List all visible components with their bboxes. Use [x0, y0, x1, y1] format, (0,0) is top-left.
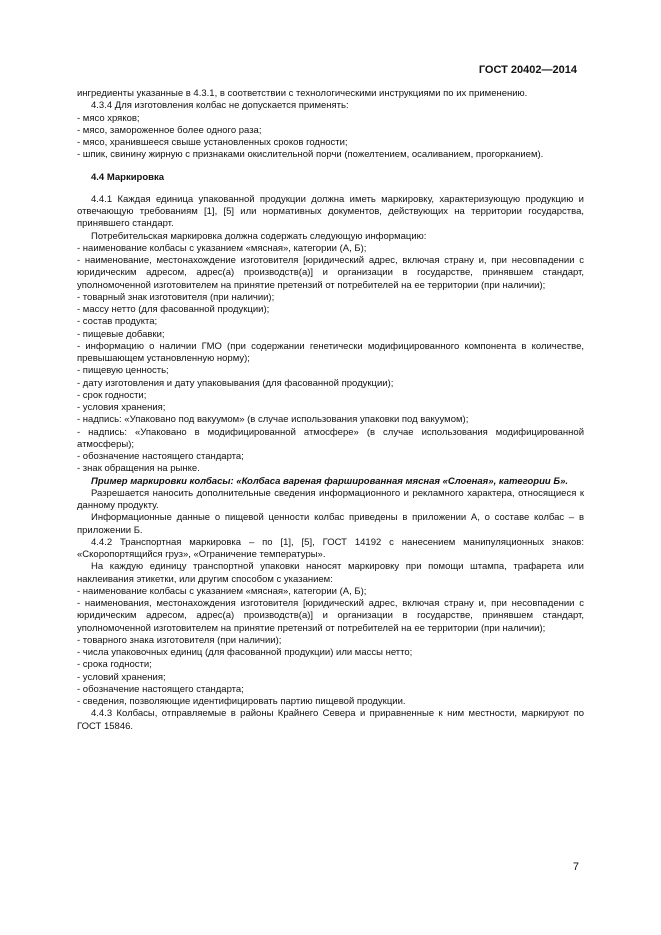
- list-item: - мясо, хранившееся свыше установленных сроков годности;: [77, 137, 348, 148]
- list-item: - мясо, замороженное более одного раза;: [77, 124, 262, 136]
- list-item: - числа упаковочных единиц (для фасованной продукции) или массы нетто;: [77, 647, 413, 658]
- list-item: - знак обращения на рынке.: [77, 463, 200, 475]
- list-item: - пищевую ценность;: [77, 365, 169, 377]
- list-item: - наименование колбасы с указанием «мясная», категории (А, Б);: [77, 242, 367, 254]
- document-header: ГОСТ 20402—2014: [478, 64, 577, 76]
- list-item: - надпись: «Упаковано в модифицированной атмосфере» (в случае использования модифицированной атмосферы);: [77, 426, 584, 450]
- list-item: - массу нетто (для фасованной продукции);: [77, 304, 270, 315]
- example-paragraph: Пример маркировки колбасы: «Колбаса вареная фаршированная мясная «Слоеная», категории Б».: [91, 475, 568, 487]
- list-item: - условий хранения;: [77, 671, 166, 683]
- list-item: - срок годности;: [77, 389, 147, 401]
- list-item: - надпись: «Упаковано под вакуумом» (в случае использования упаковки под вакуумом);: [77, 414, 469, 426]
- list-item: - мясо хряков;: [77, 112, 140, 124]
- page-number: 7: [572, 861, 579, 873]
- paragraph: Информационные данные о пищевой ценности колбас приведены в приложении А, о составе колбас – в приложении Б.: [77, 512, 584, 536]
- paragraph: На каждую единицу транспортной упаковки наносят маркировку при помощи штампа, трафарета или наклеивания этикетки, или другим способом с указанием:: [77, 561, 584, 585]
- list-item: - наименования, местонахождения изготовителя [юридический адрес, включая страну и, при несовпадении с юридическим адресом, адрес(а) производств(а)] и организации в государстве, принявшем стандарт, уполномоченной изготовителем на принятие претензий от потребителей на ее территории (при наличии);: [77, 598, 584, 634]
- clause-4-3-4: 4.3.4 Для изготовления колбас не допускается применять:: [91, 100, 349, 112]
- paragraph: Потребительская маркировка должна содержать следующую информацию:: [91, 230, 427, 242]
- section-heading: 4.4 Маркировка: [91, 171, 165, 183]
- list-item: - информацию о наличии ГМО (при содержании генетически модифицированного компонента в количестве, превышающем установленную норму);: [77, 340, 584, 364]
- spacer: [77, 184, 584, 194]
- list-item: - срока годности;: [77, 659, 152, 671]
- list-item: - товарный знак изготовителя (при наличии);: [77, 291, 275, 303]
- document-body: [77, 88, 584, 733]
- list-item: - дату изготовления и дату упаковывания (для фасованной продукции);: [77, 377, 394, 389]
- clause-4-4-1: 4.4.1 Каждая единица упакованной продукции должна иметь маркировку, характеризующую продукцию и отвечающую требованиям [1], [5] или нормативных документов, действующих на территории государства, принявшего стандарт.: [77, 193, 584, 230]
- list-item: - пищевые добавки;: [77, 328, 165, 340]
- clause-4-4-2: 4.4.2 Транспортная маркировка – по [1], [5], ГОСТ 14192 с нанесением манипуляционных знаков: «Скоропортящийся груз», «Ограничение температуры».: [77, 536, 584, 560]
- list-item: - состав продукта;: [77, 316, 158, 328]
- list-item: - наименование, местонахождение изготовителя [юридический адрес, включая страну и, при несовпадении с юридическим адресом, адрес(а) производств(а)] и организации в государстве, принявшем стандарт, уполномоченной изготовителем на принятие претензий от потребителей на ее территории (при наличии);: [77, 255, 584, 291]
- list-item: - шпик, свинину жирную с признаками окислительной порчи (пожелтением, осаливанием, прогорканием).: [77, 149, 544, 161]
- list-item: - обозначение настоящего стандарта;: [77, 683, 244, 695]
- list-item: - наименование колбасы с указанием «мясная», категории (А, Б);: [77, 585, 367, 597]
- paragraph: ингредиенты указанные в 4.3.1, в соответствии с технологическими инструкциями по их применению.: [77, 88, 528, 99]
- list-item: - товарного знака изготовителя (при наличии);: [77, 634, 282, 646]
- spacer: [77, 162, 584, 172]
- clause-4-4-3: 4.4.3 Колбасы, отправляемые в районы Крайнего Севера и приравненные к ним местности, маркируют по ГОСТ 15846.: [77, 708, 584, 732]
- list-item: - обозначение настоящего стандарта;: [77, 451, 244, 462]
- paragraph: Разрешается наносить дополнительные сведения информационного и рекламного характера, относящиеся к данному продукту.: [77, 487, 584, 511]
- list-item: - условия хранения;: [77, 402, 166, 413]
- list-item: - сведения, позволяющие идентифицировать партию пищевой продукции.: [77, 696, 406, 707]
